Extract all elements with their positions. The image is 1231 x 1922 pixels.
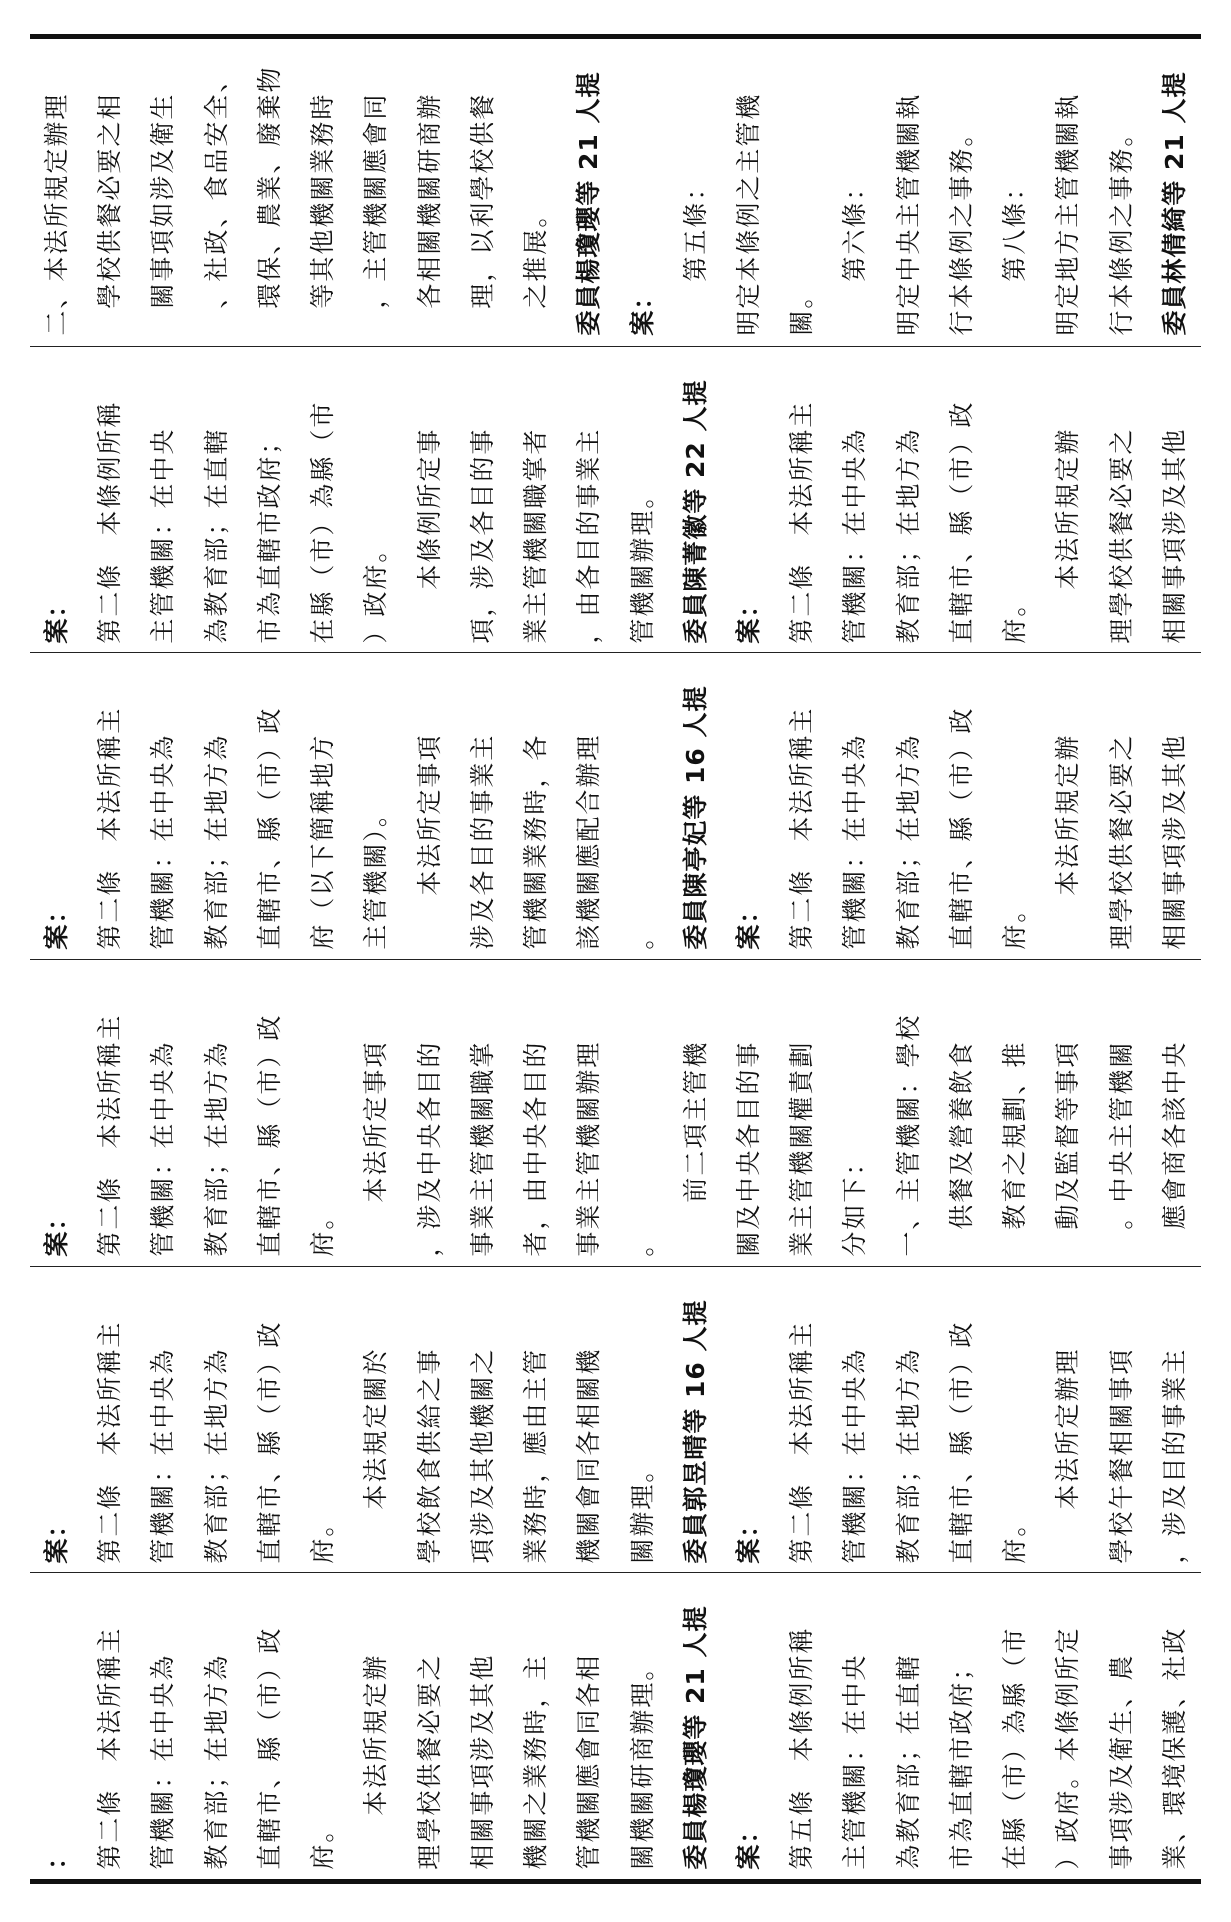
text-line: 主管機關）。 (361, 800, 391, 950)
text-line: 學校午餐相關事項 (1106, 1347, 1136, 1564)
text-line: 管機關：在中央為 (148, 733, 178, 950)
text-line: 第五條： (680, 173, 710, 336)
text-line: 各相關機關研商辦 (414, 92, 444, 336)
table-column-1 (30, 39, 1201, 346)
proposer-line: 案： (42, 591, 71, 644)
text-line: 為教育部；在直轄 (893, 1653, 923, 1871)
text-line: 管機關：在中央為 (148, 1347, 178, 1564)
text-line: 一、主管機關：學校 (893, 1013, 923, 1257)
text-line: 業、環境保護、社政 (1159, 1626, 1189, 1871)
proposer-line: 案： (42, 897, 71, 950)
text-line: 機關會同各相關機 (574, 1347, 604, 1564)
table-column-3 (30, 652, 1201, 959)
table-column-2 (30, 346, 1201, 653)
text-line: 第二條 本法所稱主 (787, 1320, 817, 1564)
text-line: 關機關研商辦理。 (627, 1653, 657, 1871)
text-line: 本法所規定辦 (1053, 733, 1083, 950)
text-line: 直轄市、縣（市）政 (946, 706, 976, 950)
text-line: 。 (627, 1229, 657, 1257)
text-line: 管機關：在中央為 (840, 733, 870, 950)
proposer-line: 案： (733, 1817, 763, 1871)
text-line: 府。 (1000, 589, 1030, 644)
text-line: 關及中央各目的事 (733, 1040, 763, 1257)
text-line: 第二條 本法所稱主 (95, 1320, 125, 1564)
text-line: 在縣（市）為縣（市 (1000, 1626, 1030, 1871)
text-line: 教育部；在地方為 (893, 733, 923, 950)
text-line: 本法所定事項 (361, 1040, 391, 1257)
text-line: 。中央主管機關 (1106, 1040, 1136, 1257)
text-line: 相關事項涉及其他 (1159, 733, 1189, 950)
text-line: 教育部；在地方為 (893, 427, 923, 644)
text-line: 教育部；在地方為 (893, 1347, 923, 1564)
text-line: 本法所定辦理 (1053, 1347, 1083, 1564)
text-line: 教育之規劃、推 (1000, 1040, 1030, 1257)
text-line: 理學校供餐必要之 (1106, 427, 1136, 644)
text-line: 理學校供餐必要之 (414, 1653, 444, 1871)
text-line: 直轄市、縣（市）政 (254, 1320, 284, 1564)
text-line: 項涉及其他機關之 (467, 1347, 497, 1564)
text-line: 關。 (787, 281, 817, 336)
text-line: ，涉及中央各目的 (414, 1040, 444, 1257)
text-line: 事業主管機關辦理 (574, 1040, 604, 1257)
text-line: 理，以利學校供餐 (467, 92, 497, 336)
text-line: 直轄市、縣（市）政 (254, 1626, 284, 1871)
text-line: 前二項主管機 (680, 1040, 710, 1257)
text-line: 第二條 本法所稱主 (95, 706, 125, 950)
bottom-border-rule (30, 1879, 1201, 1884)
text-line: 府。 (308, 1509, 338, 1564)
text-line: 府。 (1000, 895, 1030, 950)
proposer-line: 委員陳菁徽等 22 人提 (680, 379, 710, 644)
text-line: 等其他機關業務時 (308, 92, 338, 336)
text-line: 府（以下簡稱地方 (308, 733, 338, 950)
text-line: 為教育部；在直轄 (201, 427, 231, 644)
text-line: 項，涉及各目的事 (467, 427, 497, 644)
text-line: 直轄市、縣（市）政 (254, 706, 284, 950)
text-line: 第五條 本條例所稱 (787, 1626, 817, 1871)
proposer-line: ： (42, 1843, 71, 1871)
text-line: 事業主管機關職掌 (467, 1040, 497, 1257)
table-column-5 (30, 1266, 1201, 1573)
text-line: 關辦理。 (627, 1455, 657, 1564)
proposer-line: 案： (733, 897, 763, 950)
text-line: 管機關辦理。 (627, 481, 657, 644)
text-line: 第二條 本法所稱主 (787, 400, 817, 644)
text-line: 第八條： (1000, 173, 1030, 336)
text-line: 機關之業務時，主 (521, 1653, 551, 1871)
text-line: 教育部；在地方為 (201, 1653, 231, 1871)
text-line: 環保、農業、廢棄物 (254, 65, 284, 336)
text-line: 學校飲食供給之事 (414, 1347, 444, 1564)
text-line: 、社政、食品安全、 (201, 65, 231, 336)
text-line: 市為直轄市政府； (946, 1653, 976, 1871)
text-line: 涉及各目的事業主 (467, 733, 497, 950)
text-line: 業務時，應由主管 (521, 1347, 551, 1564)
text-line: ）政府。 (361, 535, 391, 644)
text-line: 府。 (308, 1202, 338, 1257)
proposer-line: 委員陳亭妃等 16 人提 (680, 685, 710, 950)
text-line: ，由各目的事業主 (574, 427, 604, 644)
proposer-line: 案： (42, 1204, 71, 1257)
text-line: 二、本法所規定辦理 (42, 92, 71, 336)
text-line: 本法所規定辦 (1053, 427, 1083, 644)
proposer-line: 案： (627, 283, 657, 336)
text-line: 明定地方主管機關執 (1053, 92, 1083, 336)
comparison-table (30, 39, 1201, 1879)
text-line: 管機關應會同各相 (574, 1653, 604, 1871)
text-line: 府。 (1000, 1509, 1030, 1564)
text-line: 管機關：在中央為 (840, 427, 870, 644)
text-line: 直轄市、縣（市）政 (946, 400, 976, 644)
text-line: 明定中央主管機關執 (893, 92, 923, 336)
text-line: 相關事項涉及其他 (1159, 427, 1189, 644)
text-line: 業主管機關職掌者 (521, 427, 551, 644)
text-line: 本法所定事項 (414, 733, 444, 950)
table-column-6 (30, 1572, 1201, 1879)
text-line: 管機關：在中央為 (840, 1347, 870, 1564)
text-line: 教育部；在地方為 (201, 733, 231, 950)
text-line: 本法規定關於 (361, 1347, 391, 1564)
text-line: 在縣（市）為縣（市 (308, 400, 338, 644)
text-line: 之推展。 (521, 200, 551, 336)
text-line: 主管機關：在中央 (840, 1653, 870, 1871)
text-line: 應會商各該中央 (1159, 1040, 1189, 1257)
text-line: ，涉及目的事業主 (1159, 1347, 1189, 1564)
proposer-line: 案： (733, 591, 763, 644)
text-line: 相關事項涉及其他 (467, 1653, 497, 1871)
text-line: 第二條 本法所稱主 (95, 1013, 125, 1257)
text-line: 管機關：在中央為 (148, 1653, 178, 1871)
text-line: 第二條 本條例所稱 (95, 400, 125, 644)
proposer-line: 委員林倩綺等 21 人提 (1159, 71, 1189, 336)
text-line: 教育部；在地方為 (201, 1347, 231, 1564)
text-line: 第六條： (840, 173, 870, 336)
text-line: 。 (627, 922, 657, 950)
text-line: ）政府。本條例所定 (1053, 1626, 1083, 1871)
text-line: 供餐及營養飲食 (946, 1040, 976, 1257)
text-line: ，主管機關應會同 (361, 92, 391, 336)
text-line: 關事項如涉及衛生 (148, 92, 178, 336)
text-line: 動及監督等事項 (1053, 1040, 1083, 1257)
proposer-line: 委員郭昱晴等 16 人提 (680, 1299, 710, 1564)
text-line: 行本條例之事務。 (1106, 119, 1136, 336)
proposer-line: 委員楊瓊瓔等 21 人提 (574, 71, 604, 336)
text-line: 該機關應配合辦理 (574, 733, 604, 950)
text-line: 明定本條例之主管機 (733, 92, 763, 336)
text-line: 第二條 本法所稱主 (787, 706, 817, 950)
table-column-4 (30, 959, 1201, 1266)
proposer-line: 委員楊瓊瓔等 21 人提 (680, 1605, 710, 1871)
text-line: 業主管機關權責劃 (787, 1040, 817, 1257)
text-line: 教育部；在地方為 (201, 1040, 231, 1257)
text-line: 管機關：在中央為 (148, 1040, 178, 1257)
text-line: 直轄市、縣（市）政 (254, 1013, 284, 1257)
text-line: 本條例所定事 (414, 427, 444, 644)
text-line: 第二條 本法所稱主 (95, 1626, 125, 1871)
text-line: 學校供餐必要之相 (95, 92, 125, 336)
text-line: 直轄市、縣（市）政 (946, 1320, 976, 1564)
proposer-line: 案： (733, 1511, 763, 1564)
text-line: 主管機關：在中央 (148, 427, 178, 644)
text-line: 府。 (308, 1815, 338, 1871)
text-line: 本法所規定辦 (361, 1653, 391, 1871)
text-line: 事項涉及衛生、農 (1106, 1653, 1136, 1871)
text-line: 行本條例之事務。 (946, 119, 976, 336)
text-line: 管機關業務時，各 (521, 733, 551, 950)
text-line: 理學校供餐必要之 (1106, 733, 1136, 950)
text-line: 分如下： (840, 1148, 870, 1257)
proposer-line: 案： (42, 1511, 71, 1564)
text-line: 者，由中央各目的 (521, 1040, 551, 1257)
text-line: 市為直轄市政府； (254, 427, 284, 644)
